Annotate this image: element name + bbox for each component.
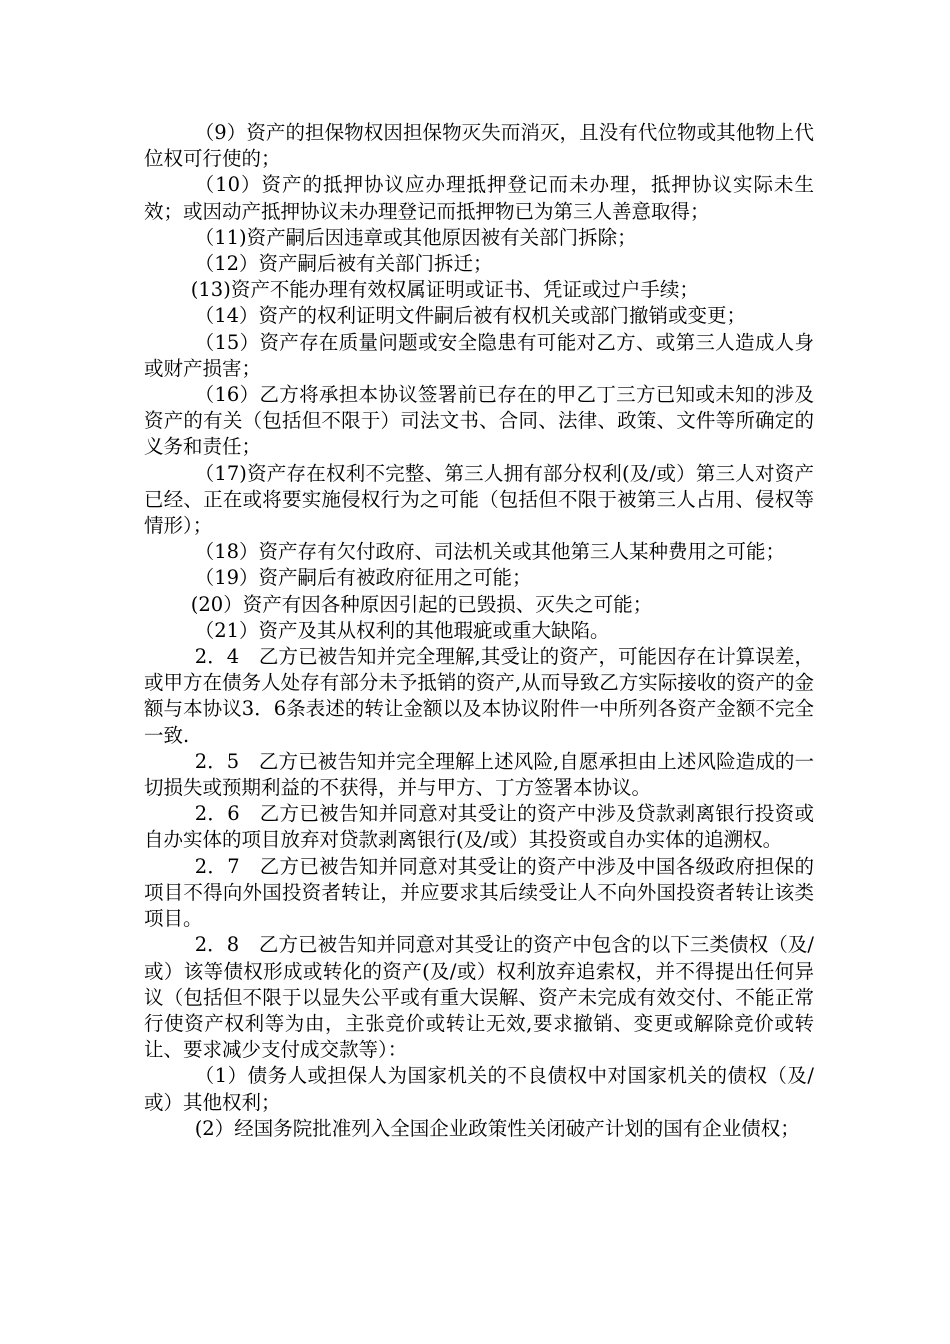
clause-10: （10）资产的抵押协议应办理抵押登记而未办理，抵押协议实际未生效；或因动产抵押协议未办理登记而抵押物已为第三人善意取得； xyxy=(144,173,814,223)
document-body xyxy=(144,120,814,1142)
clause-19: （19）资产嗣后有被政府征用之可能； xyxy=(194,566,532,590)
clause-20: (20）资产有因各种原因引起的已毁损、灭失之可能； xyxy=(190,592,653,616)
clause-17: （17)资产存在权利不完整、第三人拥有部分权利(及/或）第三人对资产已经、正在或将要实施侵权行为之可能（包括但不限于被第三人占用、侵权等情形）； xyxy=(144,461,814,538)
clause-12: （12）资产嗣后被有关部门拆迁； xyxy=(194,252,493,276)
section-2-6: 2．6 乙方已被告知并同意对其受让的资产中涉及贷款剥离银行投资或自办实体的项目放弃对贷款剥离银行(及/或）其投资或自办实体的追溯权。 xyxy=(144,802,814,852)
sub-clause-2: (2）经国务院批准列入全国企业政策性关闭破产计划的国有企业债权； xyxy=(194,1116,800,1140)
clause-9: （9）资产的担保物权因担保物灭失而消灭，且没有代位物或其他物上代位权可行使的； xyxy=(144,121,814,171)
section-2-8: 2．8 乙方已被告知并同意对其受让的资产中包含的以下三类债权（及/或）该等债权形成或转化的资产(及/或）权利放弃追索权，并不得提出任何异议（包括但不限于以显失公平或有重大误解、资产未完成有效交付、不能正常行使资产权利等为由，主张竞价或转让无效,要求撤销、变更或解除竞价或转让、要求减少支付成交款等）： xyxy=(144,933,814,1062)
clause-18: （18）资产存有欠付政府、司法机关或其他第三人某种费用之可能； xyxy=(194,540,786,564)
clause-15: （15）资产存在质量问题或安全隐患有可能对乙方、或第三人造成人身或财产损害； xyxy=(144,330,814,380)
sub-clause-1: （1）债务人或担保人为国家机关的不良债权中对国家机关的债权（及/或）其他权利； xyxy=(144,1064,814,1114)
clause-21: （21）资产及其从权利的其他瑕疵或重大缺陷。 xyxy=(194,618,610,642)
clause-16: （16）乙方将承担本协议签署前已存在的甲乙丁三方已知或未知的涉及资产的有关（包括但不限于）司法文书、合同、法律、政策、文件等所确定的义务和责任； xyxy=(144,383,814,459)
section-2-4: 2．4 乙方已被告知并完全理解,其受让的资产，可能因存在计算误差，或甲方在债务人处存有部分未予抵销的资产,从而导致乙方实际接收的资产的金额与本协议3．6条表述的转让金额以及本协议附件一中所列各资产金额不完全一致. xyxy=(144,645,814,747)
section-2-7: 2．7 乙方已被告知并同意对其受让的资产中涉及中国各级政府担保的项目不得向外国投资者转让，并应要求其后续受让人不向外国投资者转让该类项目。 xyxy=(144,854,814,931)
clause-11: （11)资产嗣后因违章或其他原因被有关部门拆除； xyxy=(194,225,637,249)
section-2-5: 2．5 乙方已被告知并完全理解上述风险,自愿承担由上述风险造成的一切损失或预期利益的不获得，并与甲方、丁方签署本协议。 xyxy=(144,749,814,800)
clause-13: (13)资产不能办理有效权属证明或证书、凭证或过户手续； xyxy=(190,278,699,302)
clause-14: （14）资产的权利证明文件嗣后被有权机关或部门撤销或变更； xyxy=(194,304,747,328)
